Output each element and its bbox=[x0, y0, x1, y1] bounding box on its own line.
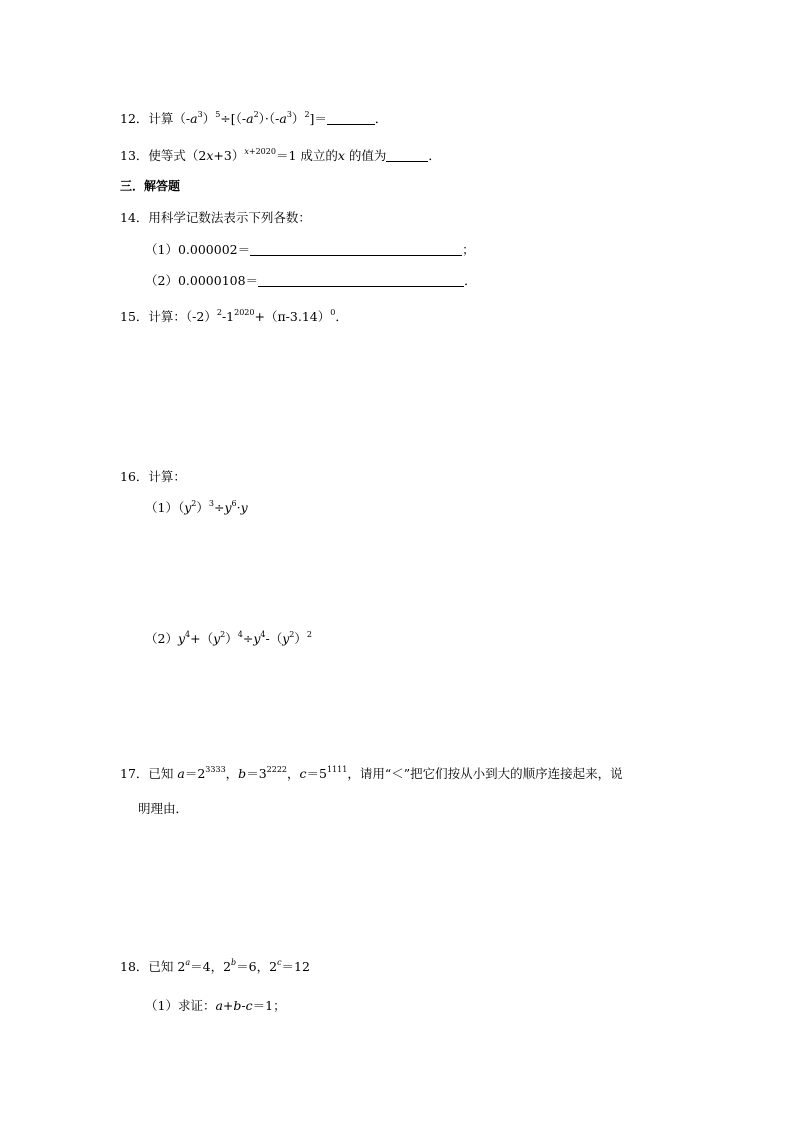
variable: a bbox=[279, 111, 287, 126]
exponent: 3 bbox=[208, 499, 214, 508]
question-16-part-1 bbox=[145, 499, 248, 515]
variable: a bbox=[190, 111, 198, 126]
question-17 bbox=[120, 765, 623, 781]
question-number: 18． bbox=[120, 959, 149, 974]
variable: b bbox=[238, 766, 247, 781]
answer-blank[interactable] bbox=[327, 112, 375, 125]
variable: a bbox=[185, 958, 191, 967]
text: ） bbox=[196, 500, 209, 515]
exponent: 0 bbox=[330, 308, 336, 317]
exponent: 3 bbox=[286, 110, 292, 119]
variable: a bbox=[177, 766, 185, 781]
question-number: 15． bbox=[120, 309, 149, 324]
variable: c bbox=[299, 766, 307, 781]
question-16 bbox=[120, 471, 186, 484]
question-16-part-2 bbox=[145, 630, 312, 646]
variable: b bbox=[231, 958, 237, 967]
text: ＝4，2 bbox=[190, 959, 232, 974]
question-17-continuation: 明理由． bbox=[138, 801, 189, 816]
text: +（π-3.14） bbox=[254, 309, 331, 324]
variable: c bbox=[277, 958, 282, 967]
text: （1）（ bbox=[145, 500, 185, 515]
text: 计算（- bbox=[148, 111, 191, 126]
exponent: 2020 bbox=[234, 308, 255, 317]
text: ． bbox=[374, 111, 388, 126]
exponent: 2 bbox=[191, 499, 197, 508]
exponent: 2 bbox=[289, 630, 295, 639]
text: （1）0.000002＝ bbox=[145, 242, 251, 257]
question-18-part-1 bbox=[145, 1000, 286, 1013]
text: ]＝ bbox=[309, 111, 327, 126]
text: ． bbox=[335, 309, 348, 324]
text: -（ bbox=[265, 631, 283, 646]
exponent: 5 bbox=[215, 110, 221, 119]
question-number: 12． bbox=[120, 111, 149, 126]
text: +3） bbox=[213, 148, 245, 163]
operator: - bbox=[241, 998, 246, 1013]
question-12 bbox=[120, 112, 387, 126]
question-stem: 计算： bbox=[148, 469, 186, 484]
question-13 bbox=[120, 149, 441, 163]
text: ； bbox=[462, 242, 475, 257]
text: ÷[（- bbox=[220, 111, 247, 126]
answer-blank[interactable] bbox=[250, 243, 462, 256]
text: -1 bbox=[221, 309, 235, 324]
text: ＝2 bbox=[184, 766, 206, 781]
answer-blank[interactable] bbox=[258, 274, 464, 287]
question-stem: 用科学记数法表示下列各数： bbox=[148, 210, 311, 225]
text: ，请用“＜”把它们按从小到大的顺序连接起来，说 bbox=[347, 766, 623, 781]
exponent: 4 bbox=[237, 630, 243, 639]
text: （1）求证： bbox=[145, 998, 216, 1013]
variable: x bbox=[206, 148, 214, 163]
text: ． bbox=[464, 273, 477, 288]
variable: y bbox=[177, 631, 186, 646]
question-number: 13． bbox=[120, 148, 149, 163]
exponent bbox=[244, 147, 276, 156]
variable: x bbox=[337, 148, 345, 163]
text: +（ bbox=[190, 631, 214, 646]
text: ＝6，2 bbox=[236, 959, 278, 974]
exponent: 2222 bbox=[266, 765, 287, 774]
text: ＝1； bbox=[252, 998, 286, 1013]
text: ÷ bbox=[242, 631, 254, 646]
text: 计算：（-2） bbox=[148, 309, 217, 324]
text: ） bbox=[294, 631, 307, 646]
variable: x bbox=[244, 147, 249, 156]
question-18 bbox=[120, 958, 310, 974]
exponent: 2 bbox=[220, 630, 226, 639]
variable: a bbox=[246, 111, 254, 126]
text: ． bbox=[428, 148, 441, 163]
text: · bbox=[236, 500, 241, 515]
text: ， bbox=[287, 766, 300, 781]
question-number: 17． bbox=[120, 766, 149, 781]
exponent: 4 bbox=[185, 630, 191, 639]
exponent: 2 bbox=[306, 630, 312, 639]
text: 已知 bbox=[148, 766, 178, 781]
question-14 bbox=[120, 212, 311, 225]
text: 使等式（2 bbox=[148, 148, 207, 163]
text: ＝5 bbox=[306, 766, 327, 781]
variable: y bbox=[213, 631, 221, 646]
question-15 bbox=[120, 308, 348, 324]
answer-blank[interactable] bbox=[386, 149, 428, 162]
question-number: 14． bbox=[120, 210, 149, 225]
text: ） bbox=[291, 111, 305, 126]
text: ） bbox=[202, 111, 216, 126]
exponent: 1111 bbox=[326, 765, 348, 774]
variable: b bbox=[233, 998, 242, 1013]
question-number: 16． bbox=[120, 469, 149, 484]
text: ）·（- bbox=[258, 111, 280, 126]
variable: y bbox=[240, 500, 248, 515]
exponent: 4 bbox=[260, 630, 266, 639]
text: ， bbox=[225, 766, 239, 781]
text: ＝1 成立的 bbox=[275, 148, 338, 163]
variable: y bbox=[282, 631, 290, 646]
text: ） bbox=[225, 631, 238, 646]
question-14-part-1 bbox=[145, 243, 475, 257]
variable: c bbox=[245, 998, 253, 1013]
variable: y bbox=[184, 500, 192, 515]
exponent: 3 bbox=[197, 110, 203, 119]
question-14-part-2 bbox=[145, 274, 477, 288]
exponent: 3333 bbox=[205, 765, 226, 774]
exponent: 2 bbox=[253, 110, 259, 119]
exponent: 6 bbox=[231, 499, 237, 508]
text: ÷ bbox=[213, 500, 225, 515]
text: ＝3 bbox=[246, 766, 267, 781]
text: 已知 2 bbox=[148, 959, 186, 974]
operator: + bbox=[222, 998, 234, 1013]
variable: y bbox=[253, 631, 261, 646]
exponent: 2 bbox=[216, 308, 222, 317]
variable: a bbox=[215, 998, 223, 1013]
text: （2）0.0000108＝ bbox=[145, 273, 259, 288]
exponent-text: +2020 bbox=[248, 147, 276, 156]
variable: y bbox=[224, 500, 232, 515]
exponent: 2 bbox=[304, 110, 310, 119]
text: 的值为 bbox=[344, 148, 387, 163]
text: ＝12 bbox=[281, 959, 310, 974]
section-heading: 三．解答题 bbox=[120, 179, 181, 193]
text: （2） bbox=[145, 631, 178, 646]
